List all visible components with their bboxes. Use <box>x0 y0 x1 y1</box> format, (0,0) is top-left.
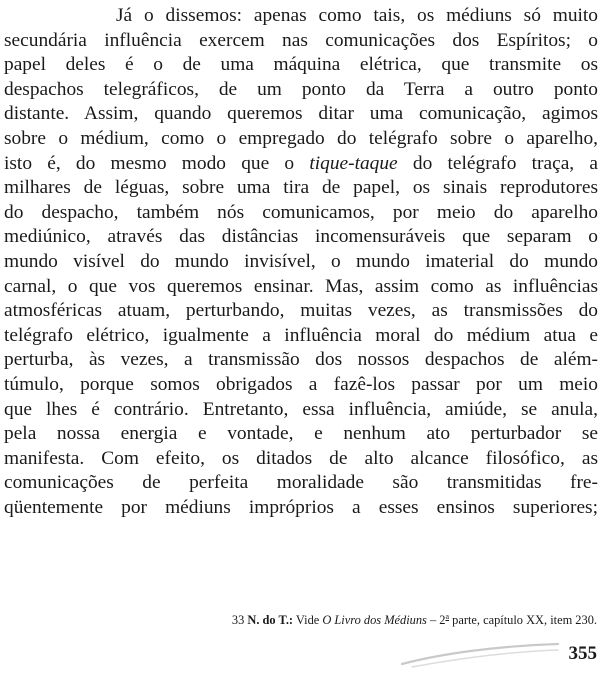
text-line: túmulo, porque somos obrigados a fazê-los passar por um meio <box>4 373 598 395</box>
italic-term: tique-taque <box>309 152 398 174</box>
text-line: comunicações de perfeita moralidade são transmitidas fre- <box>4 472 598 494</box>
text-line: distante. Assim, quando queremos ditar uma comunicação, agimos <box>4 103 598 125</box>
text-line: manifesta. Com efeito, os ditados de alto alcance filosófico, as <box>4 447 598 469</box>
text-line: telégrafo elétrico, igualmente a influência moral do médium atua e <box>4 324 598 346</box>
footnote-ordinal: a <box>445 612 450 621</box>
swoosh-ornament-icon <box>400 640 560 670</box>
footnote-book-title: O Livro dos Médiuns <box>322 613 427 627</box>
page-number: 355 <box>568 643 597 664</box>
text-line <box>4 152 598 177</box>
text-line: papel deles é o de uma máquina elétrica, que transmite os <box>4 54 598 76</box>
text-line: carnal, o que vos queremos ensinar. Mas, assim como as influências <box>4 275 598 297</box>
footnote-part-number: 2 <box>439 613 446 627</box>
text-line: do despacho, também nós comunicamos, por meio do aparelho <box>4 201 598 223</box>
footnote-prefix: Vide <box>293 613 323 627</box>
text-run: do telégrafo traça, a <box>397 152 598 174</box>
body-paragraph <box>4 4 598 520</box>
text-line: perturba, às vezes, a transmissão dos nossos despachos de além- <box>4 349 598 371</box>
text-line: Já o dissemos: apenas como tais, os médiuns só muito <box>116 5 598 26</box>
text-line: atmosféricas atuam, perturbando, muitas vezes, as transmissões do <box>4 300 598 322</box>
footnote-number: 33 <box>231 613 245 627</box>
footnote <box>232 609 597 628</box>
text-line: mediúnico, através das distâncias incomensuráveis que separam o <box>4 226 598 248</box>
footnote-rest: parte, capítulo XX, item 230. <box>449 613 597 627</box>
footnote-label: N. do T.: <box>247 613 294 627</box>
text-line: despachos telegráficos, de um ponto da Terra a outro ponto <box>4 78 598 100</box>
text-line: secundária influência exercem nas comunicações dos Espíritos; o <box>4 29 598 51</box>
text-line: sobre o médium, como o empregado do telégrafo sobre o aparelho, <box>4 127 598 149</box>
text-line: que lhes é contrário. Entretanto, essa influência, amiúde, se anula, <box>4 398 598 420</box>
footnote-dash: – <box>426 613 440 627</box>
text-line: mundo visível do mundo invisível, o mundo imaterial do mundo <box>4 250 598 272</box>
text-line: qüentemente por médiuns impróprios a esses ensinos superiores; <box>4 496 598 518</box>
text-line: milhares de léguas, sobre uma tira de papel, os sinais reprodutores <box>4 177 598 199</box>
text-run: isto é, do mesmo modo que o <box>4 152 310 174</box>
text-line: pela nossa energia e vontade, e nenhum ato perturbador se <box>4 423 598 445</box>
